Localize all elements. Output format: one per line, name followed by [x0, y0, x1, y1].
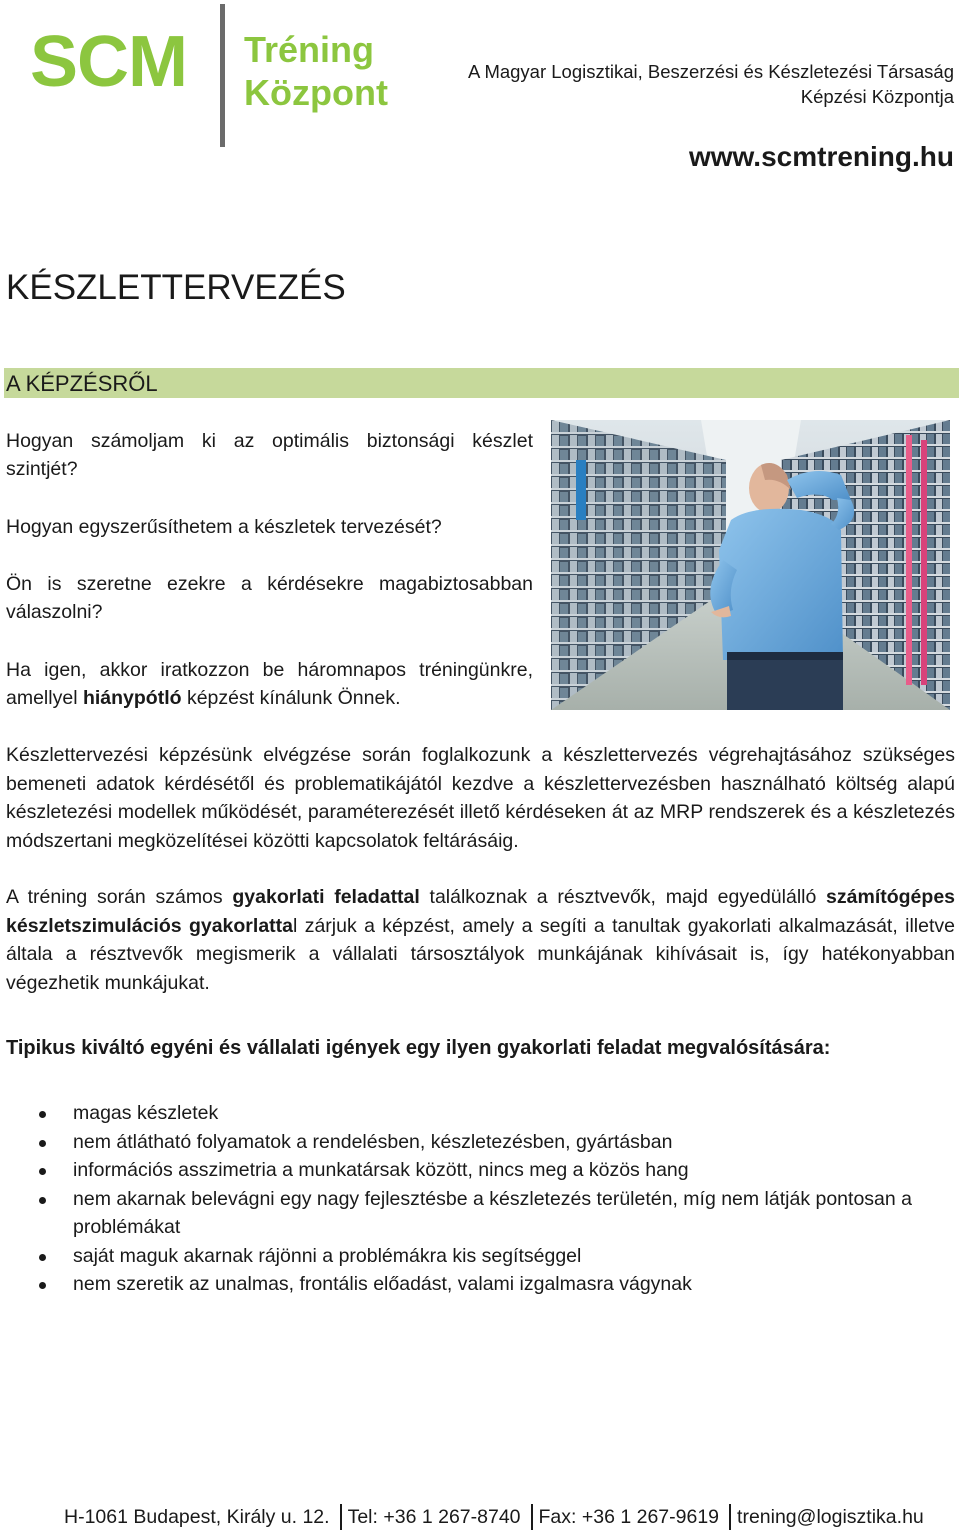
intro-q1-line1: Hogyan számoljam ki az optimális biztonsági készlet [6, 430, 533, 452]
list-item [0, 1185, 950, 1242]
list-item [0, 1156, 950, 1185]
logo-scm: SCM [30, 22, 187, 102]
list-item-text: információs asszimetria a munkatársak között, nincs meg a közös hang [73, 1159, 689, 1181]
list-item [0, 1242, 950, 1271]
organization-name: A Magyar Logisztikai, Beszerzési és Készletezési Társaság [467, 61, 954, 82]
intro-q3-line2: válaszolni? [6, 601, 103, 623]
logo-kozpont-line: Központ [244, 72, 388, 113]
footer-separator [340, 1504, 342, 1530]
list-item-text: magas készletek [73, 1102, 219, 1124]
intro-question-4 [6, 656, 533, 712]
bullet-icon [39, 1197, 46, 1204]
photo-man-in-warehouse [551, 420, 950, 710]
intro-q4-line2 [6, 684, 533, 712]
website-link[interactable]: www.scmtrening.hu [689, 141, 954, 172]
intro-q4-text: amellyel [6, 687, 83, 709]
intro-q4-text-end: képzést kínálunk Önnek. [181, 687, 401, 709]
document-title: KÉSZLETTERVEZÉS [6, 268, 346, 307]
intro-question-2: Hogyan egyszerűsíthetem a készletek tervezését? [6, 516, 442, 538]
bullet-icon [39, 1111, 46, 1118]
intro-question-1 [6, 427, 533, 483]
footer-contact [64, 1504, 924, 1530]
section-title: A KÉPZÉSRŐL [6, 371, 158, 396]
para2-bold-1: gyakorlati feladattal [232, 886, 420, 908]
list-item-text: nem akarnak belevágni egy nagy fejlesztésbe a készletezés területén, míg nem látják pontosan a problémákat [73, 1187, 912, 1238]
footer-separator [531, 1504, 533, 1530]
para2-text-3: l zárjuk a képzést, amely a segíti a tanultak gyakorlati alkalmazását, illetve általa a résztvevők megismerik a vállalati társosztályok munkájának kihívásait is, így hatékonyabban végezhetik munkájukat. [6, 914, 955, 994]
bullet-icon [39, 1254, 46, 1261]
bullet-icon [39, 1140, 46, 1147]
organization-subtitle: Képzési Központja [800, 86, 954, 107]
intro-q4-bold: hiánypótló [82, 687, 182, 709]
logo-treningline: Tréning [244, 29, 375, 70]
footer-phone: Tel: +36 1 267-8740 [347, 1505, 521, 1528]
list-item-text: nem átlátható folyamatok a rendelésben, készletezésben, gyártásban [73, 1130, 673, 1153]
bullet-icon [39, 1282, 46, 1289]
footer-email[interactable]: trening@logisztika.hu [737, 1505, 924, 1528]
footer-address: H-1061 Budapest, Király u. 12. [64, 1505, 330, 1528]
intro-q3-line1: Ön is szeretne ezekre a kérdésekre magabiztosabban [6, 573, 533, 595]
intro-q4-line1: Ha igen, akkor iratkozzon be háromnapos tréningünkre, [6, 659, 533, 681]
para2-bold-2: számítógépes készletszimulációs gyakorlatta [6, 886, 956, 937]
footer-separator [729, 1504, 731, 1530]
bullet-icon [39, 1168, 46, 1175]
logo-divider [220, 4, 225, 147]
footer-fax: Fax: +36 1 267-9619 [538, 1505, 720, 1528]
needs-list [0, 1099, 950, 1299]
intro-question-3 [6, 570, 533, 626]
paragraph-training-description: Készlettervezési képzésünk elvégzése során foglalkozunk a készlettervezés végrehajtásához szükséges bemeneti adatok kérdésétől és problematikájától kezdve a készlettervezésben használható költség alapú készletezési modellek működését, paraméterezését illető kérdéseken át az MRP rendszerek és a készletezés módszertani megközelítései közötti kapcsolatok feltárásáig. [6, 744, 955, 852]
list-item-text: saját maguk akarnak rájönni a problémákra kis segítséggel [73, 1244, 582, 1267]
para2-text-1: A tréning során számos [6, 886, 233, 908]
list-item [0, 1128, 950, 1157]
list-item-text: nem szeretik az unalmas, frontális előadást, valami izgalmasra vágynak [73, 1273, 692, 1295]
list-item [0, 1270, 950, 1299]
paragraph-training-practice [6, 883, 955, 997]
para2-text-2: találkoznak a résztvevők, majd egyedülálló [419, 886, 827, 908]
needs-heading: Tipikus kiváltó egyéni és vállalati igények egy ilyen gyakorlati feladat megvalósítására: [6, 1037, 831, 1059]
list-item [0, 1099, 950, 1128]
intro-q1-line2: szintjét? [6, 458, 78, 480]
